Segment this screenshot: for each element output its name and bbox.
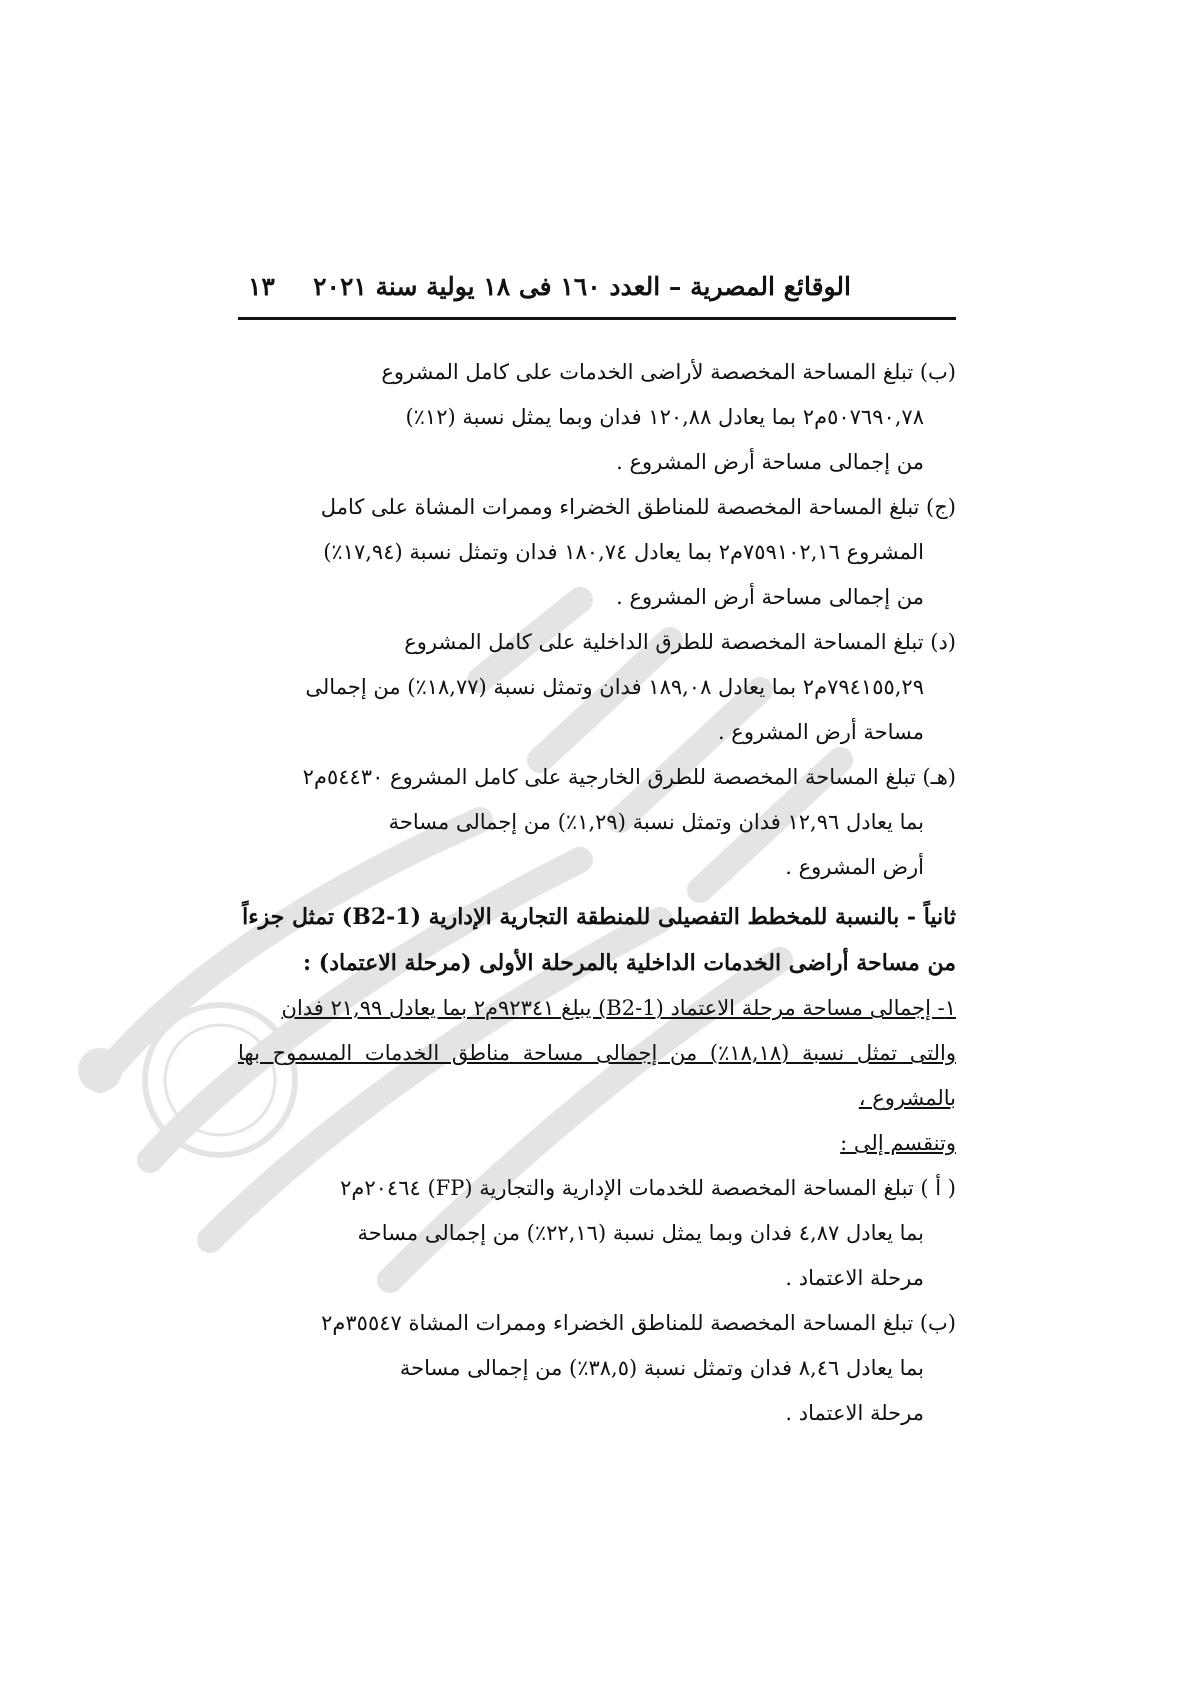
header-title: الوقائع المصرية – العدد ١٦٠ فى ١٨ يولية سنة ٢٠٢١ bbox=[313, 272, 851, 301]
list-item bbox=[238, 350, 956, 485]
section-heading-line: ثانياً - بالنسبة للمخطط التفصيلى للمنطقة التجارية الإدارية (1-B2) تمثل جزءاً bbox=[242, 904, 956, 930]
item-line: ( أ ) تبلغ المساحة المخصصة للخدمات الإدارية والتجارية (FP) ٢٠٤٦٤م٢ bbox=[340, 1176, 956, 1200]
item-line: بما يعادل ٤,٨٧ فدان وبما يمثل نسبة (٢٢,١٦٪) من إجمالى مساحة bbox=[357, 1221, 924, 1245]
item-line: بما يعادل ١٢,٩٦ فدان وتمثل نسبة (١,٢٩٪) من إجمالى مساحة bbox=[388, 810, 924, 834]
document-body bbox=[238, 350, 956, 1436]
item-line: أرض المشروع . bbox=[785, 855, 924, 879]
item-line: (د) تبلغ المساحة المخصصة للطرق الداخلية على كامل المشروع bbox=[404, 630, 956, 654]
section-point bbox=[238, 986, 956, 1166]
section-heading bbox=[238, 894, 956, 986]
item-line: (ب) تبلغ المساحة المخصصة للمناطق الخضراء وممرات المشاة ٣٥٥٤٧م٢ bbox=[321, 1311, 956, 1335]
point-line: وتنقسم إلى : bbox=[840, 1131, 956, 1155]
item-line: مساحة أرض المشروع . bbox=[717, 720, 924, 744]
list-item bbox=[238, 1166, 956, 1301]
point-line: ١- إجمالى مساحة مرحلة الاعتماد (1-B2) يبلغ ٩٢٣٤١م٢ بما يعادل ٢١,٩٩ فدان bbox=[281, 996, 956, 1020]
list-item bbox=[238, 1301, 956, 1436]
list-item bbox=[238, 620, 956, 755]
list-item bbox=[238, 755, 956, 890]
section-heading-line: من مساحة أراضى الخدمات الداخلية بالمرحلة الأولى (مرحلة الاعتماد) : bbox=[303, 950, 956, 976]
item-line: (ج) تبلغ المساحة المخصصة للمناطق الخضراء وممرات المشاة على كامل bbox=[320, 495, 956, 519]
item-line: (هـ) تبلغ المساحة المخصصة للطرق الخارجية على كامل المشروع ٥٤٤٣٠م٢ bbox=[302, 765, 956, 789]
page-header bbox=[238, 262, 956, 320]
header-divider bbox=[238, 317, 956, 320]
item-line: ٥٠٧٦٩٠,٧٨م٢ بما يعادل ١٢٠,٨٨ فدان وبما يمثل نسبة (١٢٪) bbox=[405, 405, 924, 429]
page-number: ١٣ bbox=[248, 272, 275, 301]
item-line: المشروع ٧٥٩١٠٢,١٦م٢ بما يعادل ١٨٠,٧٤ فدان وتمثل نسبة (١٧,٩٤٪) bbox=[323, 540, 924, 564]
list-item bbox=[238, 485, 956, 620]
item-line: (ب) تبلغ المساحة المخصصة لأراضى الخدمات على كامل المشروع bbox=[381, 360, 956, 384]
item-line: مرحلة الاعتماد . bbox=[785, 1266, 924, 1290]
item-line: من إجمالى مساحة أرض المشروع . bbox=[616, 450, 924, 474]
item-line: ٧٩٤١٥٥,٢٩م٢ بما يعادل ١٨٩,٠٨ فدان وتمثل نسبة (١٨,٧٧٪) من إجمالى bbox=[305, 675, 924, 699]
item-line: بما يعادل ٨,٤٦ فدان وتمثل نسبة (٣٨,٥٪) من إجمالى مساحة bbox=[399, 1356, 924, 1380]
item-line: مرحلة الاعتماد . bbox=[785, 1401, 924, 1425]
point-line: والتى تمثل نسبة (١٨,١٨٪) من إجمالى مساحة مناطق الخدمات المسموح بها بالمشروع ، bbox=[238, 1041, 956, 1110]
item-line: من إجمالى مساحة أرض المشروع . bbox=[616, 585, 924, 609]
